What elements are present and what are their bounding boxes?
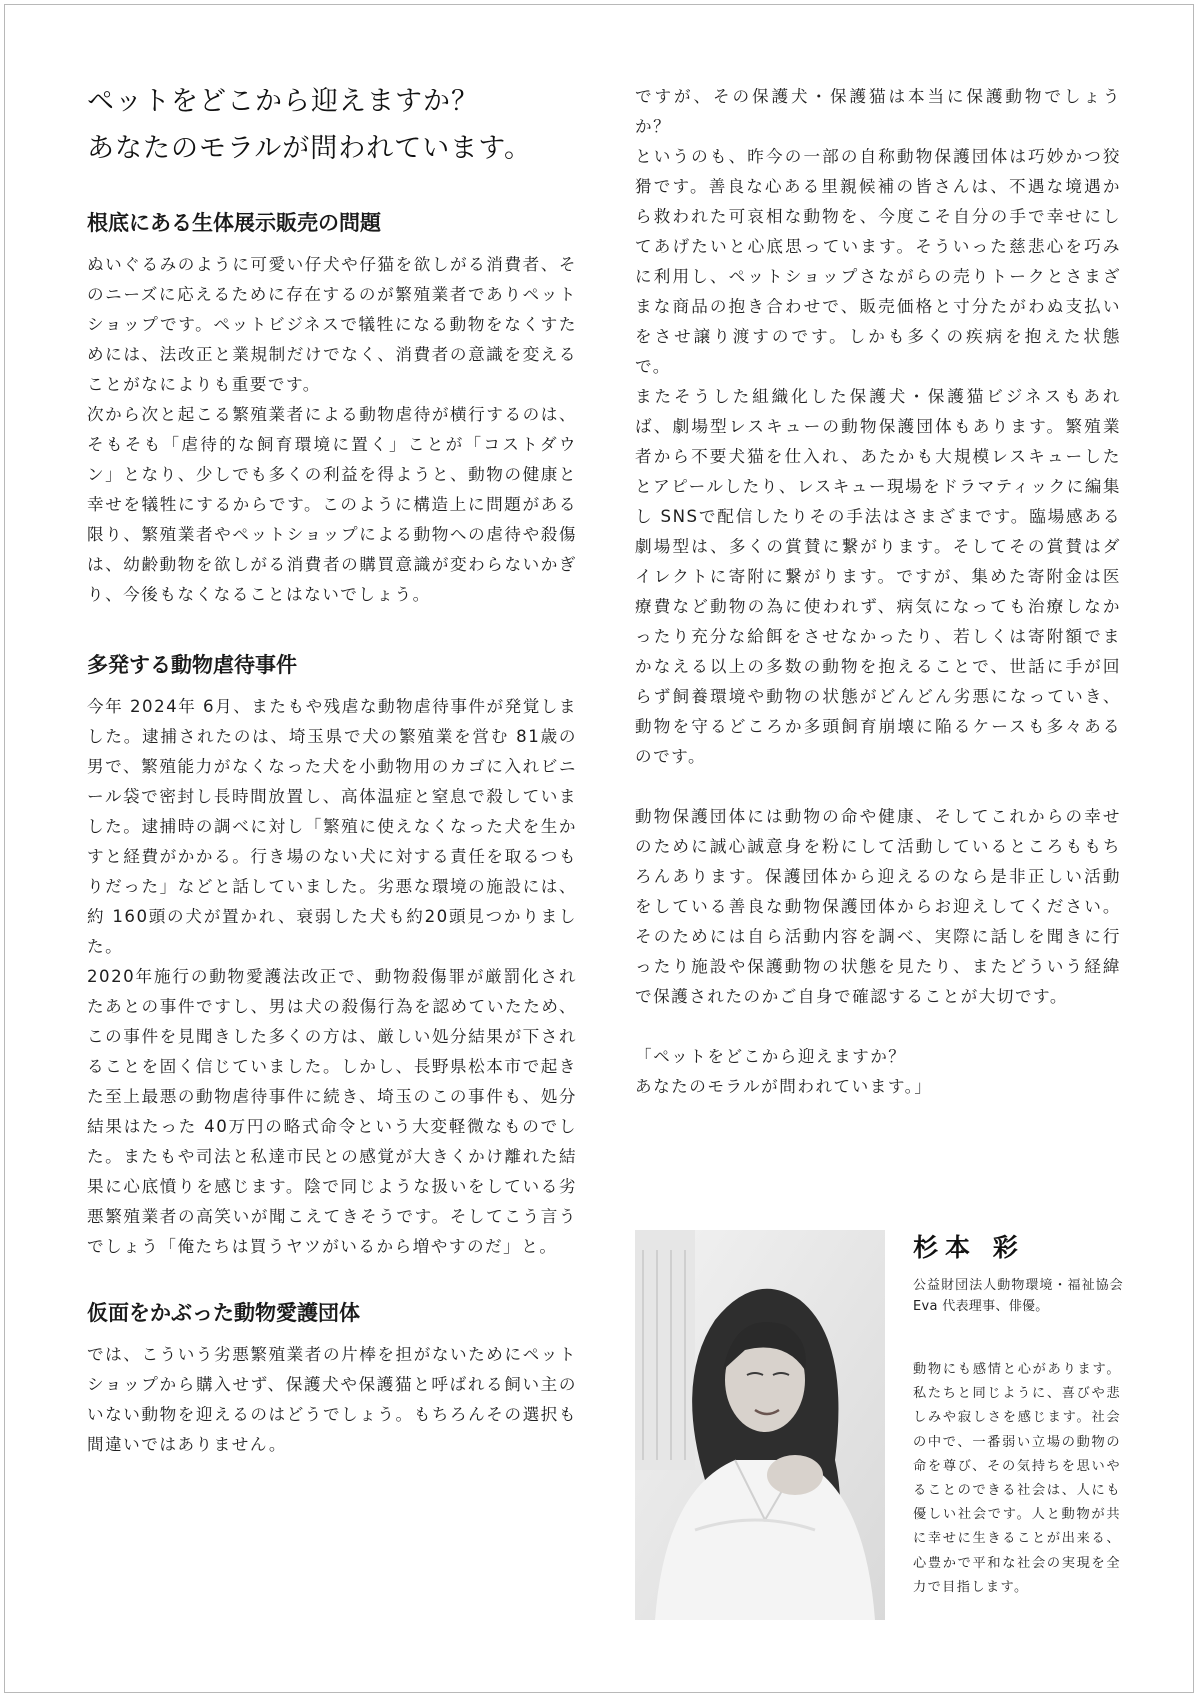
paragraph: 今年 2024年 6月、またもや残虐な動物虐待事件が発覚しました。逮捕されたのは、埼玉県で犬の繁殖業を営む 81歳の男で、繁殖能力がなくなった犬を小動物用のカゴに入れビニール袋で密封し長時間放置し、高体温症と窒息で殺していました。逮捕時の調べに対し「繁殖に使えなくなった犬を生かすと経費がかかる。行き場のない犬に対する責任を取るつもりだった」などと話していました。劣悪な環境の施設には、約 160頭の犬が置かれ、衰弱した犬も約20頭見つかりました。	[87, 697, 577, 956]
paragraph: ですが、その保護犬・保護猫は本当に保護動物でしょうか？	[635, 87, 1121, 136]
section-heading: 根底にある生体展示販売の問題	[87, 211, 381, 235]
profile-name: 杉本 彩	[913, 1233, 1025, 1262]
closing-quote	[635, 1042, 1121, 1102]
profile-title: 公益財団法人動物環境・福祉協会 Eva 代表理事、俳優。	[913, 1278, 1123, 1314]
paragraph: 次から次と起こる繁殖業者による動物虐待が横行するのは、そもそも「虐待的な飼育環境に置く」ことが「コストダウン」となり、少しでも多くの利益を得ようと、動物の健康と幸せを犠牲にするからです。このように構造上に問題がある限り、繁殖業者やペットショップによる動物への虐待や殺傷は、幼齢動物を欲しがる消費者の購買意識が変わらないかぎり、今後もなくなることはないでしょう。	[87, 405, 577, 604]
profile-message: 動物にも感情と心があります。私たちと同じように、喜びや悲しみや寂しさを感じます。社会の中で、一番弱い立場の動物の命を尊び、その気持ちを思いやることのできる社会は、人にも優しい社会です。人と動物が共に幸せに生きることが出来る、心豊かで平和な社会の実現を全力で目指します。	[913, 1362, 1121, 1595]
section-heading: 仮面をかぶった動物愛護団体	[87, 1301, 360, 1325]
page-title	[87, 78, 577, 172]
section-masked-groups	[87, 1300, 577, 1460]
page-title-line-2: あなたのモラルが問われています。	[87, 133, 533, 164]
paragraph: では、こういう劣悪繁殖業者の片棒を担がないためにペットショップから購入せず、保護犬や保護猫と呼ばれる飼い主のいない動物を迎えるのはどうでしょう。もちろんその選択も間違いではありません。	[87, 1345, 577, 1454]
spacer	[635, 772, 1121, 802]
paragraph: またそうした組織化した保護犬・保護猫ビジネスもあれば、劇場型レスキューの動物保護団体もあります。繁殖業者から不要犬猫を仕入れ、あたかも大規模レスキューしたとアピールしたり、レスキュー現場をドラマティックに編集し SNSで配信したりその手法はさまざまです。臨場感ある劇場型は、多くの賞賛に繋がります。そしてその賞賛はダイレクトに寄附に繋がります。ですが、集めた寄附金は医療費など動物の為に使われず、病気になっても治療しなかったり充分な給餌をさせなかったり、若しくは寄附額でまかなえる以上の多数の動物を抱えることで、世話に手が回らず飼養環境や動物の状態がどんどん劣悪になっていき、動物を守るどころか多頭飼育崩壊に陥るケースも多々あるのです。	[635, 387, 1121, 766]
closing-quote-line-2: あなたのモラルが問われています。」	[635, 1077, 933, 1096]
paragraph: というのも、昨今の一部の自称動物保護団体は巧妙かつ狡猾です。善良な心ある里親候補の皆さんは、不遇な境遇から救われた可哀相な動物を、今度こそ自分の手で幸せにしてあげたいと心底思っています。そういった慈悲心を巧みに利用し、ペットショップさながらの売りトークとさまざまな商品の抱き合わせで、販売価格と寸分たがわぬ支払いをさせ譲り渡すのです。しかも多くの疾病を抱えた状態で。	[635, 147, 1121, 376]
section-abuse-incidents	[87, 652, 577, 1262]
right-column	[635, 82, 1121, 1102]
profile-card	[635, 1230, 1121, 1620]
spacer	[635, 1012, 1121, 1042]
section-heading: 多発する動物虐待事件	[87, 653, 297, 677]
left-column	[87, 78, 577, 1460]
paragraph: 動物保護団体には動物の命や健康、そしてこれからの幸せのために誠心誠意身を粉にして活動しているところももちろんあります。保護団体から迎えるのなら是非正しい活動をしている善良な動物保護団体からお迎えしてください。そのためには自ら活動内容を調べ、実際に話しを聞きに行ったり施設や保護動物の状態を見たり、またどういう経緯で保護されたのかご自身で確認することが大切です。	[635, 807, 1121, 1006]
portrait-photo	[635, 1230, 885, 1620]
paragraph: 2020年施行の動物愛護法改正で、動物殺傷罪が厳罰化されたあとの事件ですし、男は犬の殺傷行為を認めていたため、この事件を見聞きした多くの方は、厳しい処分結果が下されることを固く信じていました。しかし、長野県松本市で起きた至上最悪の動物虐待事件に続き、埼玉のこの事件も、処分結果はたった 40万円の略式命令という大変軽微なものでした。またもや司法と私達市民との感覚が大きくかけ離れた結果に心底憤りを感じます。陰で同じような扱いをしている劣悪繁殖業者の高笑いが聞こえてきそうです。そしてこう言うでしょう「俺たちは買うヤツがいるから増やすのだ」と。	[87, 967, 577, 1256]
closing-quote-line-1: 「ペットをどこから迎えますか？	[635, 1047, 907, 1066]
portrait-icon	[635, 1230, 885, 1620]
paragraph: ぬいぐるみのように可愛い仔犬や仔猫を欲しがる消費者、そのニーズに応えるために存在するのが繁殖業者でありペットショップです。ペットビジネスで犠牲になる動物をなくすためには、法改正と業規制だけでなく、消費者の意識を変えることがなによりも重要です。	[87, 255, 577, 394]
page-title-line-1: ペットをどこから迎えますか？	[87, 86, 479, 117]
section-exhibition-sales	[87, 210, 577, 610]
